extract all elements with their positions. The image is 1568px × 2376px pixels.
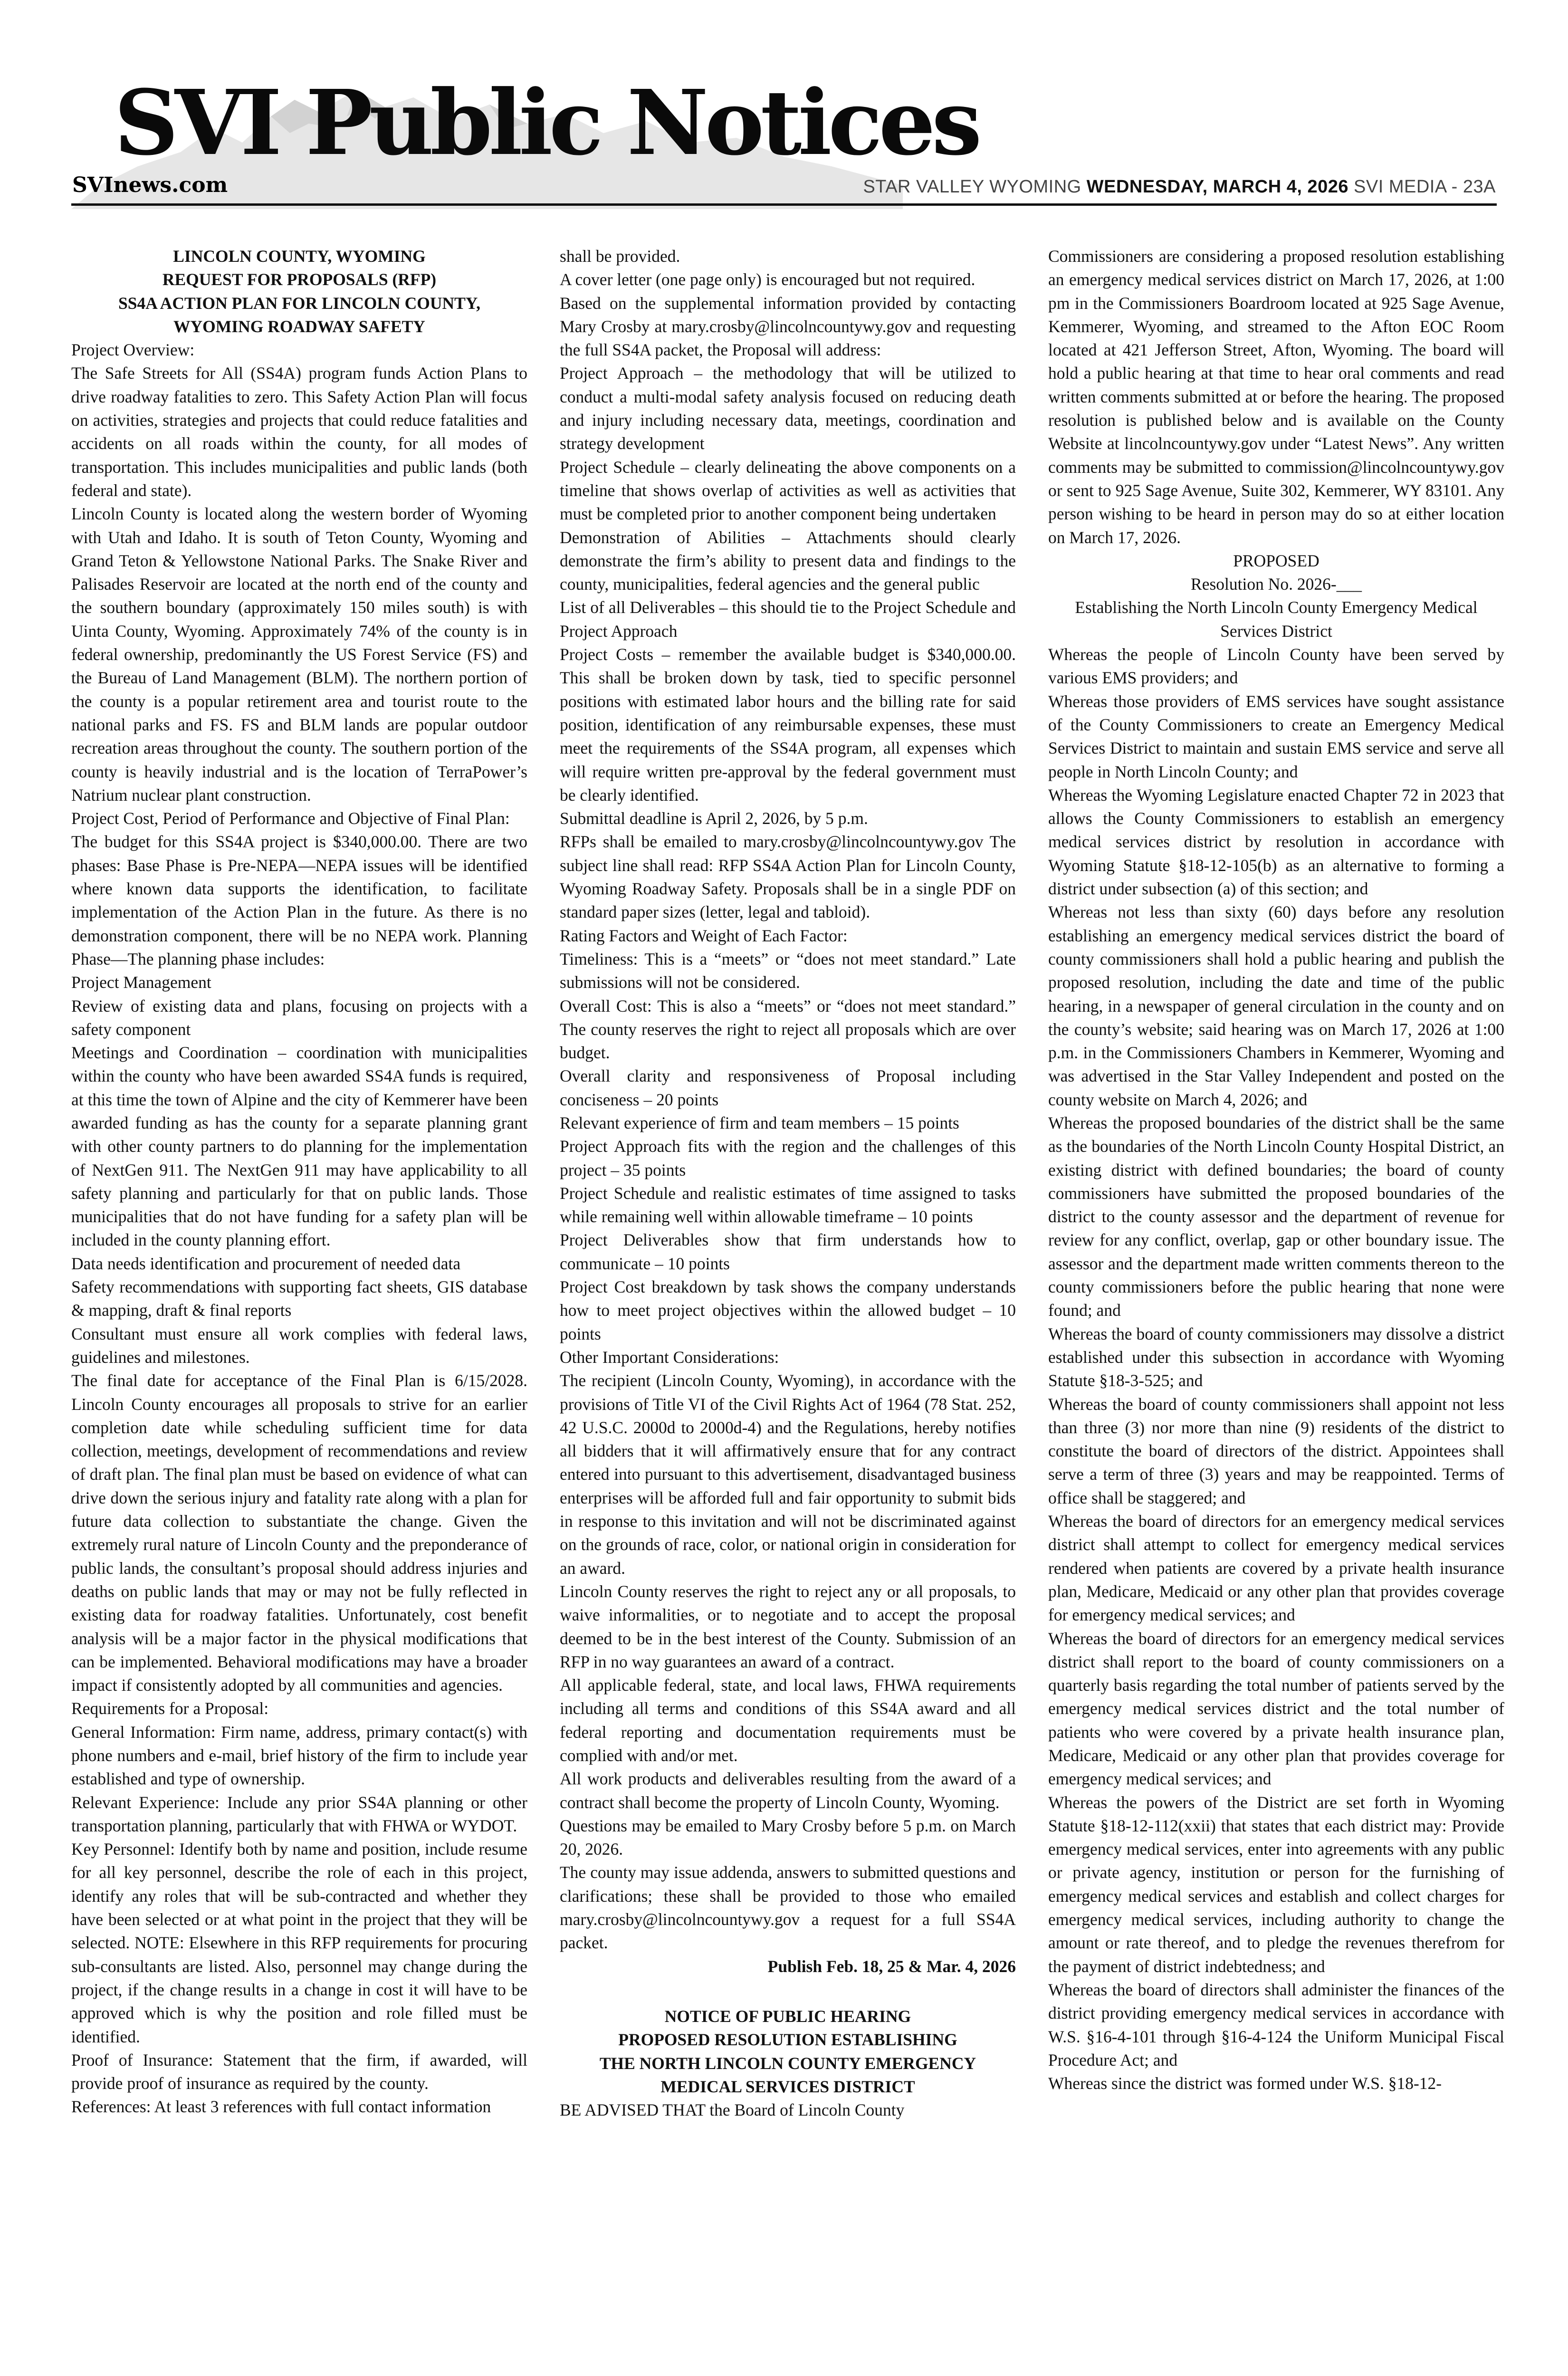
rfp-heading-line: WYOMING ROADWAY SAFETY — [173, 316, 425, 336]
proposed-label: PROPOSED — [1233, 551, 1319, 570]
rfp-paragraph: Meetings and Coordination – coordination with municipalities within the county who have been awarded SS4A funds is required, at this time the town of Alpine and the city of Kemmerer have been awarded funding as has the county for a separate planning grant with other county partners to do planning for the implementation of NextGen 911. The NextGen 911 may have applicability to all safety planning and particularly for that on public lands. Those municipalities that do not have funding for a safety plan will be included in the county planning effort. — [71, 1043, 527, 1250]
rfp-paragraph: Project Cost, Period of Performance and Objective of Final Plan: — [71, 809, 510, 828]
rfp-paragraph: Relevant Experience: Include any prior SS4A planning or other transportation planning, particularly that with FHWA or WYDOT. — [71, 1792, 527, 1835]
rfp-paragraph: Lincoln County reserves the right to reject any or all proposals, to waive informalities, or to negotiate and to accept the proposal deemed to be in the best interest of the County. Submission of an RFP in no way guarantees an award of a contract. — [560, 1581, 1016, 1671]
rfp-paragraph: Rating Factors and Weight of Each Factor: — [560, 926, 848, 945]
rfp-paragraph: Consultant must ensure all work complies with federal laws, guidelines and milestones. — [71, 1324, 527, 1367]
column-1 — [71, 245, 527, 2119]
whereas-clause: Whereas the board of directors shall administer the finances of the district providing emergency medical services in accordance with W.S. §16-4-101 through §16-4-124 the Uniform Municipal Fiscal Procedure Act; and — [1048, 1980, 1504, 2069]
rfp-paragraph: Submittal deadline is April 2, 2026, by 5 p.m. — [560, 809, 868, 828]
whereas-clause: Whereas not less than sixty (60) days before any resolution establishing an emergency medical services district the board of county commissioners shall hold a public hearing and publish the proposed resolution, including the date and time of the public hearing, in a newspaper of general circulation in the county and on the county’s website; said hearing was on March 17, 2026 at 1:00 p.m. in the Commissioners Chambers in Kemmerer, Wyoming and was advertised in the Star Valley Independent and posted on the county website on March 4, 2026; and — [1048, 902, 1504, 1109]
rfp-heading-line: REQUEST FOR PROPOSALS (RFP) — [162, 270, 437, 289]
dateline-page: SVI MEDIA - 23A — [1354, 177, 1496, 197]
resolution-whereas-clauses — [1048, 643, 1504, 2095]
whereas-clause: Whereas those providers of EMS services have sought assistance of the County Commissioners to create an Emergency Medical Services District to maintain and sustain EMS service and serve all people in North Lincoln County; and — [1048, 691, 1504, 781]
rfp-paragraph: References: At least 3 references with full contact information — [71, 2097, 491, 2117]
rfp-paragraph: Project Approach fits with the region and the challenges of this project – 35 points — [560, 1137, 1016, 1179]
rfp-paragraph: shall be provided. — [560, 247, 680, 266]
rfp-paragraph: Key Personnel: Identify both by name and position, include resume for all key personnel, describe the role of each in this project, identify any roles that will be sub-contracted and whether they have been selected or at what point in the project that they will be selected. NOTE: Elsewhere in this RFP requirements for procuring sub-consultants are listed. Also, personnel may change during the project, if the change results in a change in cost it will have to be approved which is why the position and role filled must be identified. — [71, 1839, 527, 2046]
whereas-clause: Whereas the board of county commissioners shall appoint not less than three (3) nor more than nine (9) residents of the district to constitute the board of directors of the district. Appointees shall serve a term of three (3) years and may be reappointed. Terms of office shall be staggered; and — [1048, 1394, 1504, 1507]
publish-dates: Publish Feb. 18, 25 & Mar. 4, 2026 — [767, 1956, 1016, 1976]
rfp-paragraph: Safety recommendations with supporting fact sheets, GIS database & mapping, draft & final reports — [71, 1277, 527, 1320]
rfp-paragraph: The recipient (Lincoln County, Wyoming), in accordance with the provisions of Title VI of the Civil Rights Act of 1964 (78 Stat. 252, 42 U.S.C. 2000d to 2000d-4) and the Regulations, hereby notifies all bidders that it will affirmatively ensure that for any contract entered into pursuant to this advertisement, disadvantaged business enterprises will be afforded full and fair opportunity to submit bids in response to this invitation and will not be discriminated against on the grounds of race, color, or national origin in consideration for an award. — [560, 1371, 1016, 1578]
rfp-paragraph: Requirements for a Proposal: — [71, 1699, 269, 1718]
rfp-paragraph: A cover letter (one page only) is encouraged but not required. — [560, 270, 975, 289]
whereas-clause: Whereas the board of directors for an emergency medical services district shall report to the board of county commissioners on a quarterly basis regarding the total number of patients served by the emergency medical services district and the total number of patients who were covered by a private health insurance plan, Medicare, Medicaid or any other plan that provides coverage for emergency medical services; and — [1048, 1629, 1504, 1789]
whereas-clause: Whereas the powers of the District are set forth in Wyoming Statute §18-12-112(xxii) that states that each district may: Provide emergency medical services, enter into agreements with any public or private agency, institution or person for the furnishing of emergency medical services and establish and collect charges for emergency medical services, including authority to change the amount or rate thereof, and to pledge the revenues therefrom for the payment of district indebtedness; and — [1048, 1792, 1504, 1976]
rfp-paragraph: Project Deliverables show that firm understands how to communicate – 10 points — [560, 1230, 1016, 1273]
rfp-paragraph: Lincoln County is located along the western border of Wyoming with Utah and Idaho. It is south of Teton County, Wyoming and Grand Teton & Yellowstone National Parks. The Snake River and Palisades Reservoir are located at the north end of the county and the southern boundary (approximately 150 miles south) is with Uinta County, Wyoming. Approximately 74% of the county is in federal ownership, predominantly the US Forest Service (FS) and the Bureau of Land Management (BLM). The northern portion of the county is a popular retirement area and tourist route to the national parks and FS. FS and BLM lands are popular outdoor recreation areas throughout the county. The southern portion of the county is heavily industrial and is the location of TerraPower’s Natrium nuclear plant construction. — [71, 504, 527, 805]
rfp-paragraph: Proof of Insurance: Statement that the firm, if awarded, will provide proof of insurance as required by the county. — [71, 2050, 527, 2093]
rfp-body-part-1 — [71, 338, 527, 2119]
site-url[interactable]: SVInews.com — [72, 173, 228, 197]
rfp-paragraph: RFPs shall be emailed to mary.crosby@lincolncountywy.gov The subject line shall read: RFP SS4A Action Plan for Lincoln County, Wyoming Roadway Safety. Proposals shall be in a single PDF on standard paper sizes (letter, legal and tabloid). — [560, 832, 1016, 922]
rfp-body-part-2 — [560, 245, 1016, 1955]
rfp-paragraph: Project Costs – remember the available budget is $340,000.00. This shall be broken down by task, tied to specific personnel positions with estimated labor hours and the billing rate for said position, identification of any reimbursable expenses, these must meet the requirements of the SS4A program, all expenses which will require written pre-approval by the federal government must be clearly identified. — [560, 645, 1016, 805]
rfp-paragraph: Relevant experience of firm and team members – 15 points — [560, 1113, 959, 1132]
dateline-location: STAR VALLEY WYOMING — [863, 177, 1081, 197]
whereas-clause: Whereas the Wyoming Legislature enacted Chapter 72 in 2023 that allows the County Commissioners to establish an emergency medical services district by resolution in accordance with Wyoming Statute §18-12-105(b) as an alternative to forming a district under subsection (a) of this section; and — [1048, 785, 1504, 899]
dateline — [863, 177, 1496, 197]
hearing-intro: BE ADVISED THAT the Board of Lincoln County — [560, 2100, 905, 2120]
rfp-paragraph: Data needs identification and procurement of needed data — [71, 1254, 461, 1273]
rfp-paragraph: Project Approach – the methodology that will be utilized to conduct a multi-modal safety analysis focused on reducing death and injury including necessary data, meetings, coordination and strategy development — [560, 364, 1016, 453]
rfp-paragraph: List of all Deliverables – this should tie to the Project Schedule and Project Approach — [560, 598, 1016, 641]
resolution-number: Resolution No. 2026-___ — [1191, 575, 1362, 594]
masthead-title: SVI Public Notices — [114, 70, 978, 175]
rfp-paragraph: Overall clarity and responsiveness of Proposal including conciseness – 20 points — [560, 1066, 1016, 1109]
rfp-paragraph: Other Important Considerations: — [560, 1347, 779, 1367]
column-2 — [560, 245, 1016, 2122]
rfp-paragraph: Project Schedule – clearly delineating the above components on a timeline that shows overlap of activities as well as activities that must be completed prior to another component being undertaken — [560, 457, 1016, 524]
rfp-paragraph: Project Management — [71, 973, 211, 992]
rfp-heading — [71, 245, 527, 338]
rfp-paragraph: Overall Cost: This is also a “meets” or “does not meet standard.” The county reserves the right to reject all proposals which are over budget. — [560, 996, 1016, 1063]
notice-separator — [560, 1978, 1016, 2005]
rfp-paragraph: General Information: Firm name, address, primary contact(s) with phone numbers and e-mail, brief history of the firm to include year established and type of ownership. — [71, 1722, 527, 1789]
rfp-paragraph: All work products and deliverables resulting from the award of a contract shall become the property of Lincoln County, Wyoming. — [560, 1769, 1016, 1812]
rfp-paragraph: All applicable federal, state, and local laws, FHWA requirements including all terms and conditions of this SS4A award and all federal reporting and documentation requirements must be complied with and/or met. — [560, 1676, 1016, 1765]
whereas-clause: Whereas since the district was formed under W.S. §18-12- — [1048, 2074, 1442, 2093]
rfp-paragraph: The county may issue addenda, answers to submitted questions and clarifications; these shall be provided to those who emailed mary.crosby@lincolncountywy.gov a request for a full SS4A packet. — [560, 1863, 1016, 1953]
rfp-paragraph: Project Cost breakdown by task shows the company understands how to meet project objectives within the allowed budget – 10 points — [560, 1277, 1016, 1343]
hearing-heading-line: THE NORTH LINCOLN COUNTY EMERGENCY — [599, 2053, 976, 2073]
whereas-clause: Whereas the people of Lincoln County have been served by various EMS providers; and — [1048, 645, 1504, 688]
dateline-date: WEDNESDAY, MARCH 4, 2026 — [1086, 177, 1348, 197]
rfp-paragraph: Questions may be emailed to Mary Crosby before 5 p.m. on March 20, 2026. — [560, 1816, 1016, 1859]
hearing-heading-line: NOTICE OF PUBLIC HEARING — [664, 2006, 911, 2026]
rfp-paragraph: The final date for acceptance of the Final Plan is 6/15/2028. Lincoln County encourages all proposals to strive for an earlier completion date while scheduling sufficient time for data collection, meetings, development of recommendations and review of draft plan. The final plan must be based on evidence of what can drive down the serious injury and fatality rate along with a plan for future data collection to substantiate the change. Given the extremely rural nature of Lincoln County and the preponderance of public lands, the consultant’s proposal should address injuries and deaths on public lands that may or may not be fully reflected in existing data for roadway fatalities. Unfortunately, cost benefit analysis will be a major factor in the physical modifications that can be implemented. Behavioral modifications may have a broader impact if consistently adopted by all communities and agencies. — [71, 1371, 527, 1695]
rfp-paragraph: Timeliness: This is a “meets” or “does not meet standard.” Late submissions will not be considered. — [560, 949, 1016, 992]
rfp-heading-line: SS4A ACTION PLAN FOR LINCOLN COUNTY, — [118, 293, 481, 313]
whereas-clause: Whereas the proposed boundaries of the district shall be the same as the boundaries of the North Lincoln County Hospital District, an existing district with defined boundaries; the board of county commissioners have submitted the proposed boundaries of the district to the county assessor and the department of revenue for review for any conflict, overlap, gap or other boundary issue. The assessor and the department made written comments thereon to the county commissioners before the public hearing that none were found; and — [1048, 1113, 1504, 1320]
rfp-paragraph: The budget for this SS4A project is $340,000.00. There are two phases: Base Phase is Pre-NEPA—NEPA issues will be identified where known data supports the identification, to facilitate implementation of the Action Plan in the future. As there is no demonstration component, there will be no NEPA work. Planning Phase—The planning phase includes: — [71, 832, 527, 968]
whereas-clause: Whereas the board of directors for an emergency medical services district shall attempt to collect for emergency medical services rendered when patients are covered by a private health insurance plan, Medicare, Medicaid or any other plan that provides coverage for emergency medical services; and — [1048, 1512, 1504, 1625]
masthead-rule — [71, 203, 1497, 206]
hearing-heading — [560, 2005, 1016, 2098]
hearing-notice-text: Commissioners are considering a proposed resolution establishing an emergency medical services district on March 17, 2026, at 1:00 pm in the Commissioners Boardroom located at 925 Sage Avenue, Kemmerer, Wyoming, and streamed to the Afton EOC Room located at 421 Jefferson Street, Afton, Wyoming. The board will hold a public hearing at that time to hear oral comments and read written comments submitted at or before the hearing. The proposed resolution is published below and is available on the County Website at lincolncountywy.gov under “Latest News”. Any written comments may be submitted to commission@lincolncountywy.gov or sent to 925 Sage Avenue, Suite 302, Kemmerer, WY 83101. Any person wishing to be heard in person may do so at either location on March 17, 2026. — [1048, 247, 1504, 547]
rfp-heading-line: LINCOLN COUNTY, WYOMING — [173, 247, 426, 266]
rfp-paragraph: Project Schedule and realistic estimates of time assigned to tasks while remaining well within allowable timeframe – 10 points — [560, 1183, 1016, 1226]
rfp-paragraph: Demonstration of Abilities – Attachments should clearly demonstrate the firm’s ability to present data and findings to the county, municipalities, federal agencies and the general public — [560, 527, 1016, 594]
column-3 — [1048, 245, 1504, 2095]
resolution-title: Establishing the North Lincoln County Emergency Medical Services District — [1075, 598, 1478, 641]
rfp-paragraph: Review of existing data and plans, focusing on projects with a safety component — [71, 996, 527, 1039]
hearing-heading-line: MEDICAL SERVICES DISTRICT — [660, 2077, 915, 2096]
whereas-clause: Whereas the board of county commissioners may dissolve a district established under this subsection in accordance with Wyoming Statute §18-3-525; and — [1048, 1324, 1504, 1390]
rfp-paragraph: Project Overview: — [71, 340, 195, 360]
rfp-paragraph: Based on the supplemental information provided by contacting Mary Crosby at mary.crosby@lincolncountywy.gov and requesting the full SS4A packet, the Proposal will address: — [560, 293, 1016, 360]
hearing-heading-line: PROPOSED RESOLUTION ESTABLISHING — [618, 2030, 957, 2050]
rfp-paragraph: The Safe Streets for All (SS4A) program funds Action Plans to drive roadway fatalities to zero. This Safety Action Plan will focus on activities, strategies and projects that could reduce fatalities and accidents on all roads within the county, for all modes of transportation. This includes municipalities and public lands (both federal and state). — [71, 364, 527, 500]
